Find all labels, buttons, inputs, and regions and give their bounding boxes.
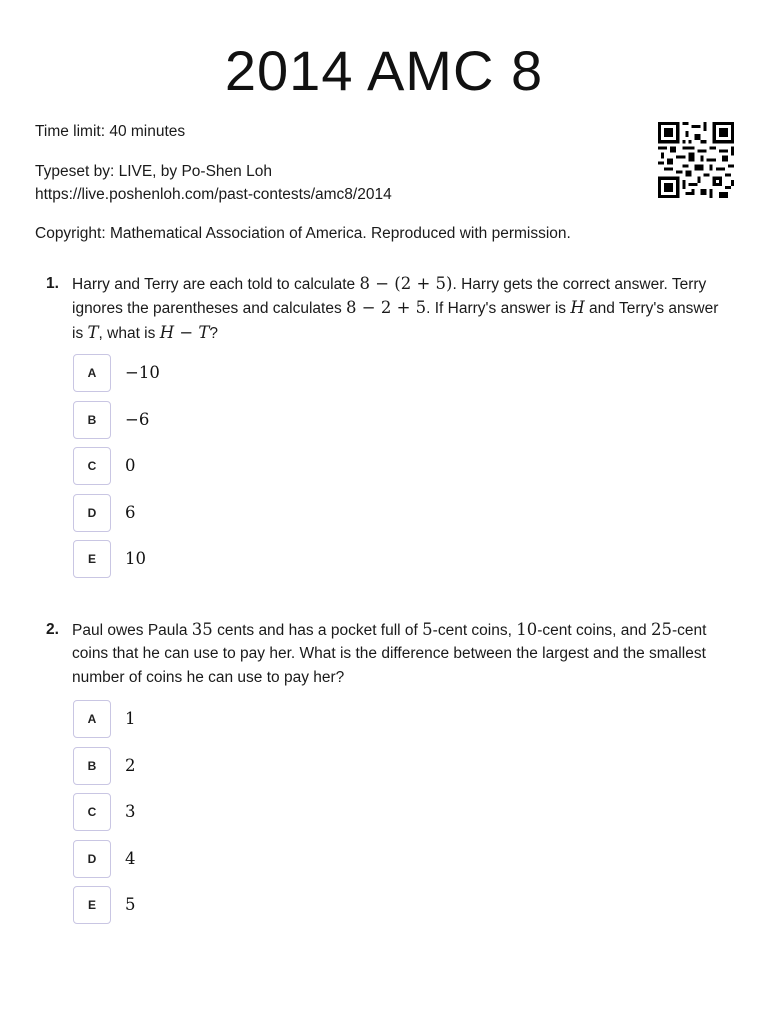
contest-url[interactable]: https://live.poshenloh.com/past-contests/amc8/2014: [35, 186, 392, 203]
choice-letter-box[interactable]: B: [73, 401, 111, 439]
choice-value: 0: [125, 456, 136, 475]
math-variable: T: [87, 322, 99, 342]
question-text-run: -cent coins, and: [537, 622, 651, 639]
question-text-run: Paul owes Paula: [72, 622, 192, 639]
copyright-notice: Copyright: Mathematical Association of America. Reproduced with permission.: [35, 225, 571, 242]
question-2: [35, 618, 725, 928]
choice-letter-box[interactable]: E: [73, 540, 111, 578]
choice-value: 4: [125, 849, 136, 868]
choice-letter-box[interactable]: C: [73, 447, 111, 485]
math-expression: 5: [422, 620, 433, 639]
question-text: [72, 272, 722, 345]
question-text-run: Harry and Terry are each told to calculate: [72, 276, 360, 293]
question-text-run: cents and has a pocket full of: [212, 622, 423, 639]
question-text: [72, 618, 722, 689]
question-text-run: ?: [209, 324, 219, 342]
choice-value: 2: [125, 756, 136, 775]
math-expression: 25: [650, 620, 672, 639]
choice-letter-box[interactable]: B: [73, 747, 111, 785]
math-expression: 8 − 2 + 5: [346, 298, 427, 318]
qr-code-icon: [658, 122, 734, 198]
choice-value: −6: [125, 410, 150, 429]
choice-letter-box[interactable]: E: [73, 886, 111, 924]
choice-letter-box[interactable]: C: [73, 793, 111, 831]
choice-value: 5: [125, 895, 136, 914]
choice-value: 10: [125, 549, 146, 568]
question-text-run: -cent coins that he can use to pay her. What is the difference between the largest and the smallest number of coins he can use to pay her?: [72, 622, 707, 686]
page-title: 2014 AMC 8: [224, 39, 544, 102]
choice-value: −10: [125, 363, 160, 382]
choice-letter-box[interactable]: A: [73, 354, 111, 392]
math-expression: 10: [516, 620, 538, 639]
choice-value: 6: [125, 503, 136, 522]
question-text-run: . Harry gets the correct answer. Terry ignores the parentheses and calculates: [72, 276, 707, 318]
choice-value: 1: [125, 709, 136, 728]
choice-letter-box[interactable]: A: [73, 700, 111, 738]
question-text-run: . If Harry's answer is: [426, 300, 571, 318]
math-variable: H − T: [159, 322, 210, 342]
choice-value: 3: [125, 802, 136, 821]
choice-letter-box[interactable]: D: [73, 840, 111, 878]
math-variable: H: [570, 298, 585, 318]
question-text-run: and Terry's answer is: [72, 300, 719, 342]
question-number: 2.: [46, 621, 59, 638]
math-expression: 35: [191, 620, 213, 639]
typeset-by: Typeset by: LIVE, by Po-Shen Loh: [35, 163, 272, 180]
choice-letter-box[interactable]: D: [73, 494, 111, 532]
math-expression: 8 − (2 + 5): [359, 274, 453, 293]
question-text-run: -cent coins,: [432, 622, 517, 639]
question-number: 1.: [46, 275, 59, 292]
question-text-run: , what is: [98, 324, 160, 342]
time-limit: Time limit: 40 minutes: [35, 123, 186, 140]
question-1: [35, 272, 725, 582]
